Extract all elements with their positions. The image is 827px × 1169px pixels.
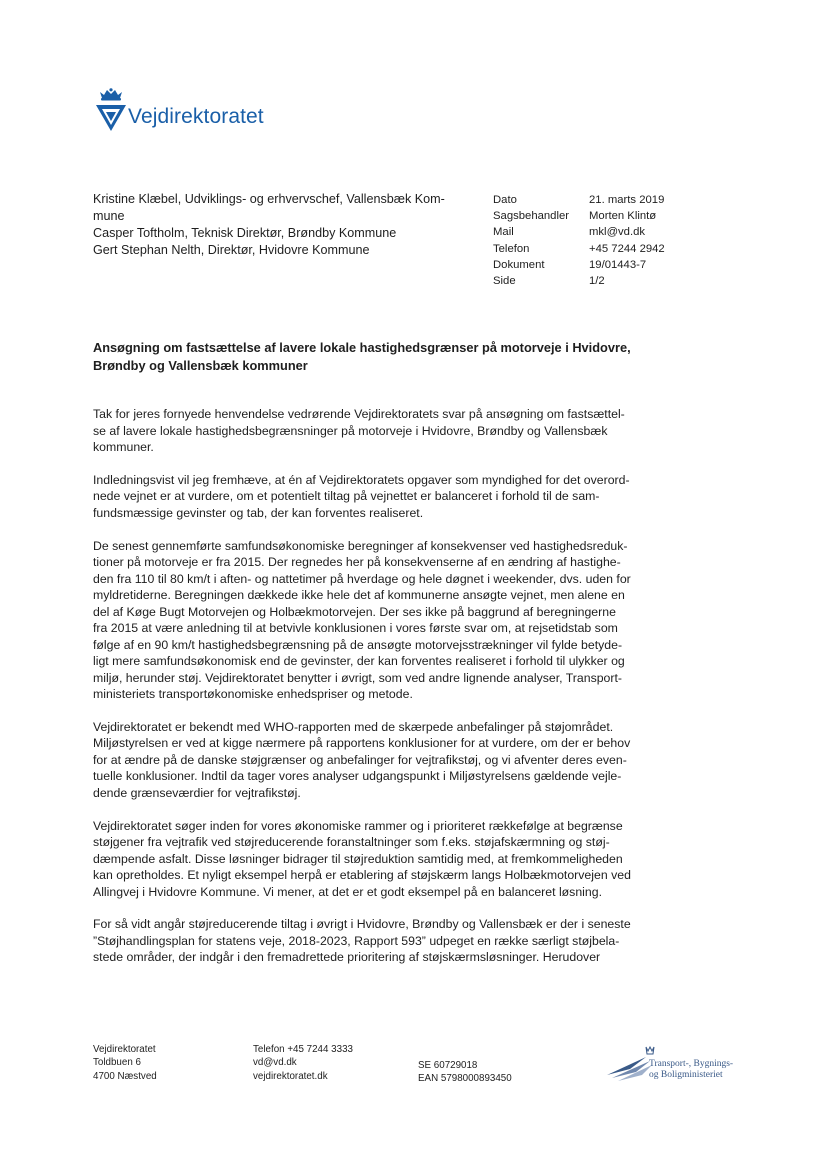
text-line: for at ændre på de danske støjgrænser og anbefalinger for vejtrafikstøj, og vi afventer deres even- [93, 752, 627, 767]
ministry-line: og Boligministeriet [649, 1070, 723, 1080]
footer-line: 4700 Næstved [93, 1070, 157, 1082]
meta-label: Side [493, 275, 516, 288]
text-line: stede områder, der indgår i den fremadrettede prioritering af støjskærmsløsninger. Herudover [93, 950, 601, 965]
footer-line: EAN 5798000893450 [418, 1073, 512, 1085]
meta-row-page [493, 273, 665, 289]
text-line: De senest gennemførte samfundsøkonomiske beregninger af konsekvenser ved hastighedsreduk- [93, 538, 628, 553]
recipient-line: mune [93, 209, 125, 223]
letter-subject [93, 339, 703, 375]
meta-row-phone [493, 241, 665, 257]
text-line: For så vidt angår støjreducerende tiltag i øvrigt i Hvidovre, Brøndby og Vallensbæk er der i seneste [93, 917, 631, 932]
recipient-line: Kristine Klæbel, Udviklings- og erhvervschef, Vallensbæk Kom- [93, 192, 445, 206]
text-line: fra 2015 at være anledning til at betvivle konklusionen i vores første svar om, at rejsetidstab som [93, 621, 618, 636]
meta-value: 19/01443-7 [589, 258, 647, 271]
meta-row-mail [493, 224, 665, 240]
text-line: tioner på motorveje er fra 2015. Der regnedes her på konsekvenserne af en ændring af hastighe- [93, 555, 621, 570]
paragraph [93, 406, 693, 456]
text-line: Indledningsvist vil jeg fremhæve, at én af Vejdirektoratets opgaver som myndighed for det overord- [93, 472, 630, 487]
subject-line: Brøndby og Vallensbæk kommuner [93, 358, 308, 373]
paragraph [93, 916, 693, 966]
text-line: Vejdirektoratet søger inden for vores økonomiske rammer og i prioriteret rækkefølge at begrænse [93, 818, 623, 833]
text-line: myldretiderne. Beregningen dækkede ikke hele det af kommunerne ansøgte vejnet, men alene en [93, 588, 625, 603]
text-line: Vejdirektoratet er bekendt med WHO-rapporten med de skærpede anbefalinger på støjområdet. [93, 719, 614, 734]
text-line: kommuner. [93, 440, 154, 454]
text-line: Miljøstyrelsen er ved at kigge nærmere på rapportens konklusioner for at vurdere, om der er behov [93, 736, 631, 751]
paragraph [93, 472, 693, 522]
text-line: ”Støjhandlingsplan for statens veje, 2018-2023, Rapport 593” udpeget en række særligt støjbela- [93, 933, 620, 948]
text-line: Allingvej i Hvidovre Kommune. Vi mener, at det er et godt eksempel på en balanceret løsning. [93, 884, 602, 899]
recipient-block [93, 191, 478, 259]
text-line: tuelle konklusioner. Indtil da tager vores analyser udgangspunkt i Miljøstyrelsens gældende vejle- [93, 769, 622, 784]
text-line: miljø, herunder støj. Vejdirektoratet benytter i øvrigt, som ved andre lignende analyser, Transport- [93, 670, 623, 685]
footer-website-link[interactable]: vejdirektoratet.dk [253, 1070, 328, 1082]
text-line: nede vejnet er at vurdere, om et potentielt tiltag på vejnettet er balanceret i forhold til de sam- [93, 489, 600, 504]
meta-value: mkl@vd.dk [589, 226, 646, 239]
meta-row-case-officer [493, 208, 665, 224]
paragraph [93, 719, 693, 802]
subject-line: Ansøgning om fastsættelse af lavere lokale hastighedsgrænser på motorveje i Hvidovre, [93, 340, 631, 355]
meta-label: Dato [493, 194, 517, 206]
meta-row-document [493, 257, 665, 273]
recipient-line: Gert Stephan Nelth, Direktør, Hvidovre Kommune [93, 243, 370, 257]
meta-value: Morten Klintø [589, 210, 657, 223]
recipient-line: Casper Toftholm, Teknisk Direktør, Brøndby Kommune [93, 226, 397, 240]
text-line: dæmpende asfalt. Disse løsninger bidrager til støjreduktion samtidig med, at fremkommeligheden [93, 851, 623, 866]
footer-contact [253, 1043, 353, 1083]
text-line: den fra 110 til 80 km/t i aften- og nattetimer på hverdage og hele døgnet i weekender, dvs. uden for [93, 571, 631, 586]
footer-line: Toldbuen 6 [93, 1057, 141, 1069]
meta-row-date [493, 192, 665, 208]
text-line: følge af en 90 km/t hastighedsbegrænsning på de ansøgte motorvejsstrækninger vil fylde betydе- [93, 637, 623, 652]
text-line: se af lavere lokale hastighedsbegrænsninger på motorveje i Hvidovre, Brøndby og Vallensbæk [93, 423, 608, 438]
footer-registry [418, 1059, 512, 1086]
text-line: ligt mere samfundsøkonomisk end de gevinster, der kan forventes realiseret i forhold til ulykker og [93, 654, 625, 669]
logo-text: Vejdirektoratet [128, 105, 264, 128]
text-line: fundsmæssige gevinster og tab, der kan forventes realiseret. [93, 505, 424, 520]
meta-value: 1/2 [589, 275, 605, 288]
footer-email-link[interactable]: vd@vd.dk [253, 1057, 297, 1069]
meta-label: Mail [493, 226, 514, 239]
crown-shield-icon [94, 88, 128, 138]
ministry-name [649, 1059, 733, 1081]
letter-body [93, 406, 693, 982]
meta-label: Dokument [493, 258, 545, 271]
meta-value: +45 7244 2942 [589, 242, 665, 255]
text-line: støjgener fra vejtrafik ved støjreducerende foranstaltninger som f.eks. støjafskærmning og støj- [93, 835, 610, 850]
paragraph [93, 538, 693, 703]
letter-meta [493, 192, 665, 289]
paragraph [93, 818, 693, 901]
footer-line: SE 60729018 [418, 1060, 478, 1071]
footer-line: Vejdirektoratet [93, 1044, 156, 1055]
footer-address [93, 1043, 157, 1083]
text-line: kan opretholdes. Et nyligt eksempel herpå er etablering af støjskærm langs Holbækmotorvejen ved [93, 868, 631, 883]
text-line: dende grænseværdier for vejtrafikstøj. [93, 785, 301, 800]
footer-phone: Telefon +45 7244 3333 [253, 1044, 353, 1055]
ministry-logo [606, 1045, 746, 1090]
text-line: ministeriets transportøkonomiske enhedspriser og metode. [93, 687, 413, 702]
meta-value: 21. marts 2019 [589, 194, 665, 206]
meta-label: Telefon [493, 242, 530, 255]
ministry-line: Transport-, Bygnings- [649, 1059, 734, 1069]
text-line: Tak for jeres fornyede henvendelse vedrørende Vejdirektoratets svar på ansøgning om fastsættel- [93, 407, 625, 421]
meta-label: Sagsbehandler [493, 210, 570, 223]
text-line: del af Køge Bugt Motorvejen og Holbækmotorvejen. Der ses ikke på baggrund af beregningerne [93, 604, 616, 619]
